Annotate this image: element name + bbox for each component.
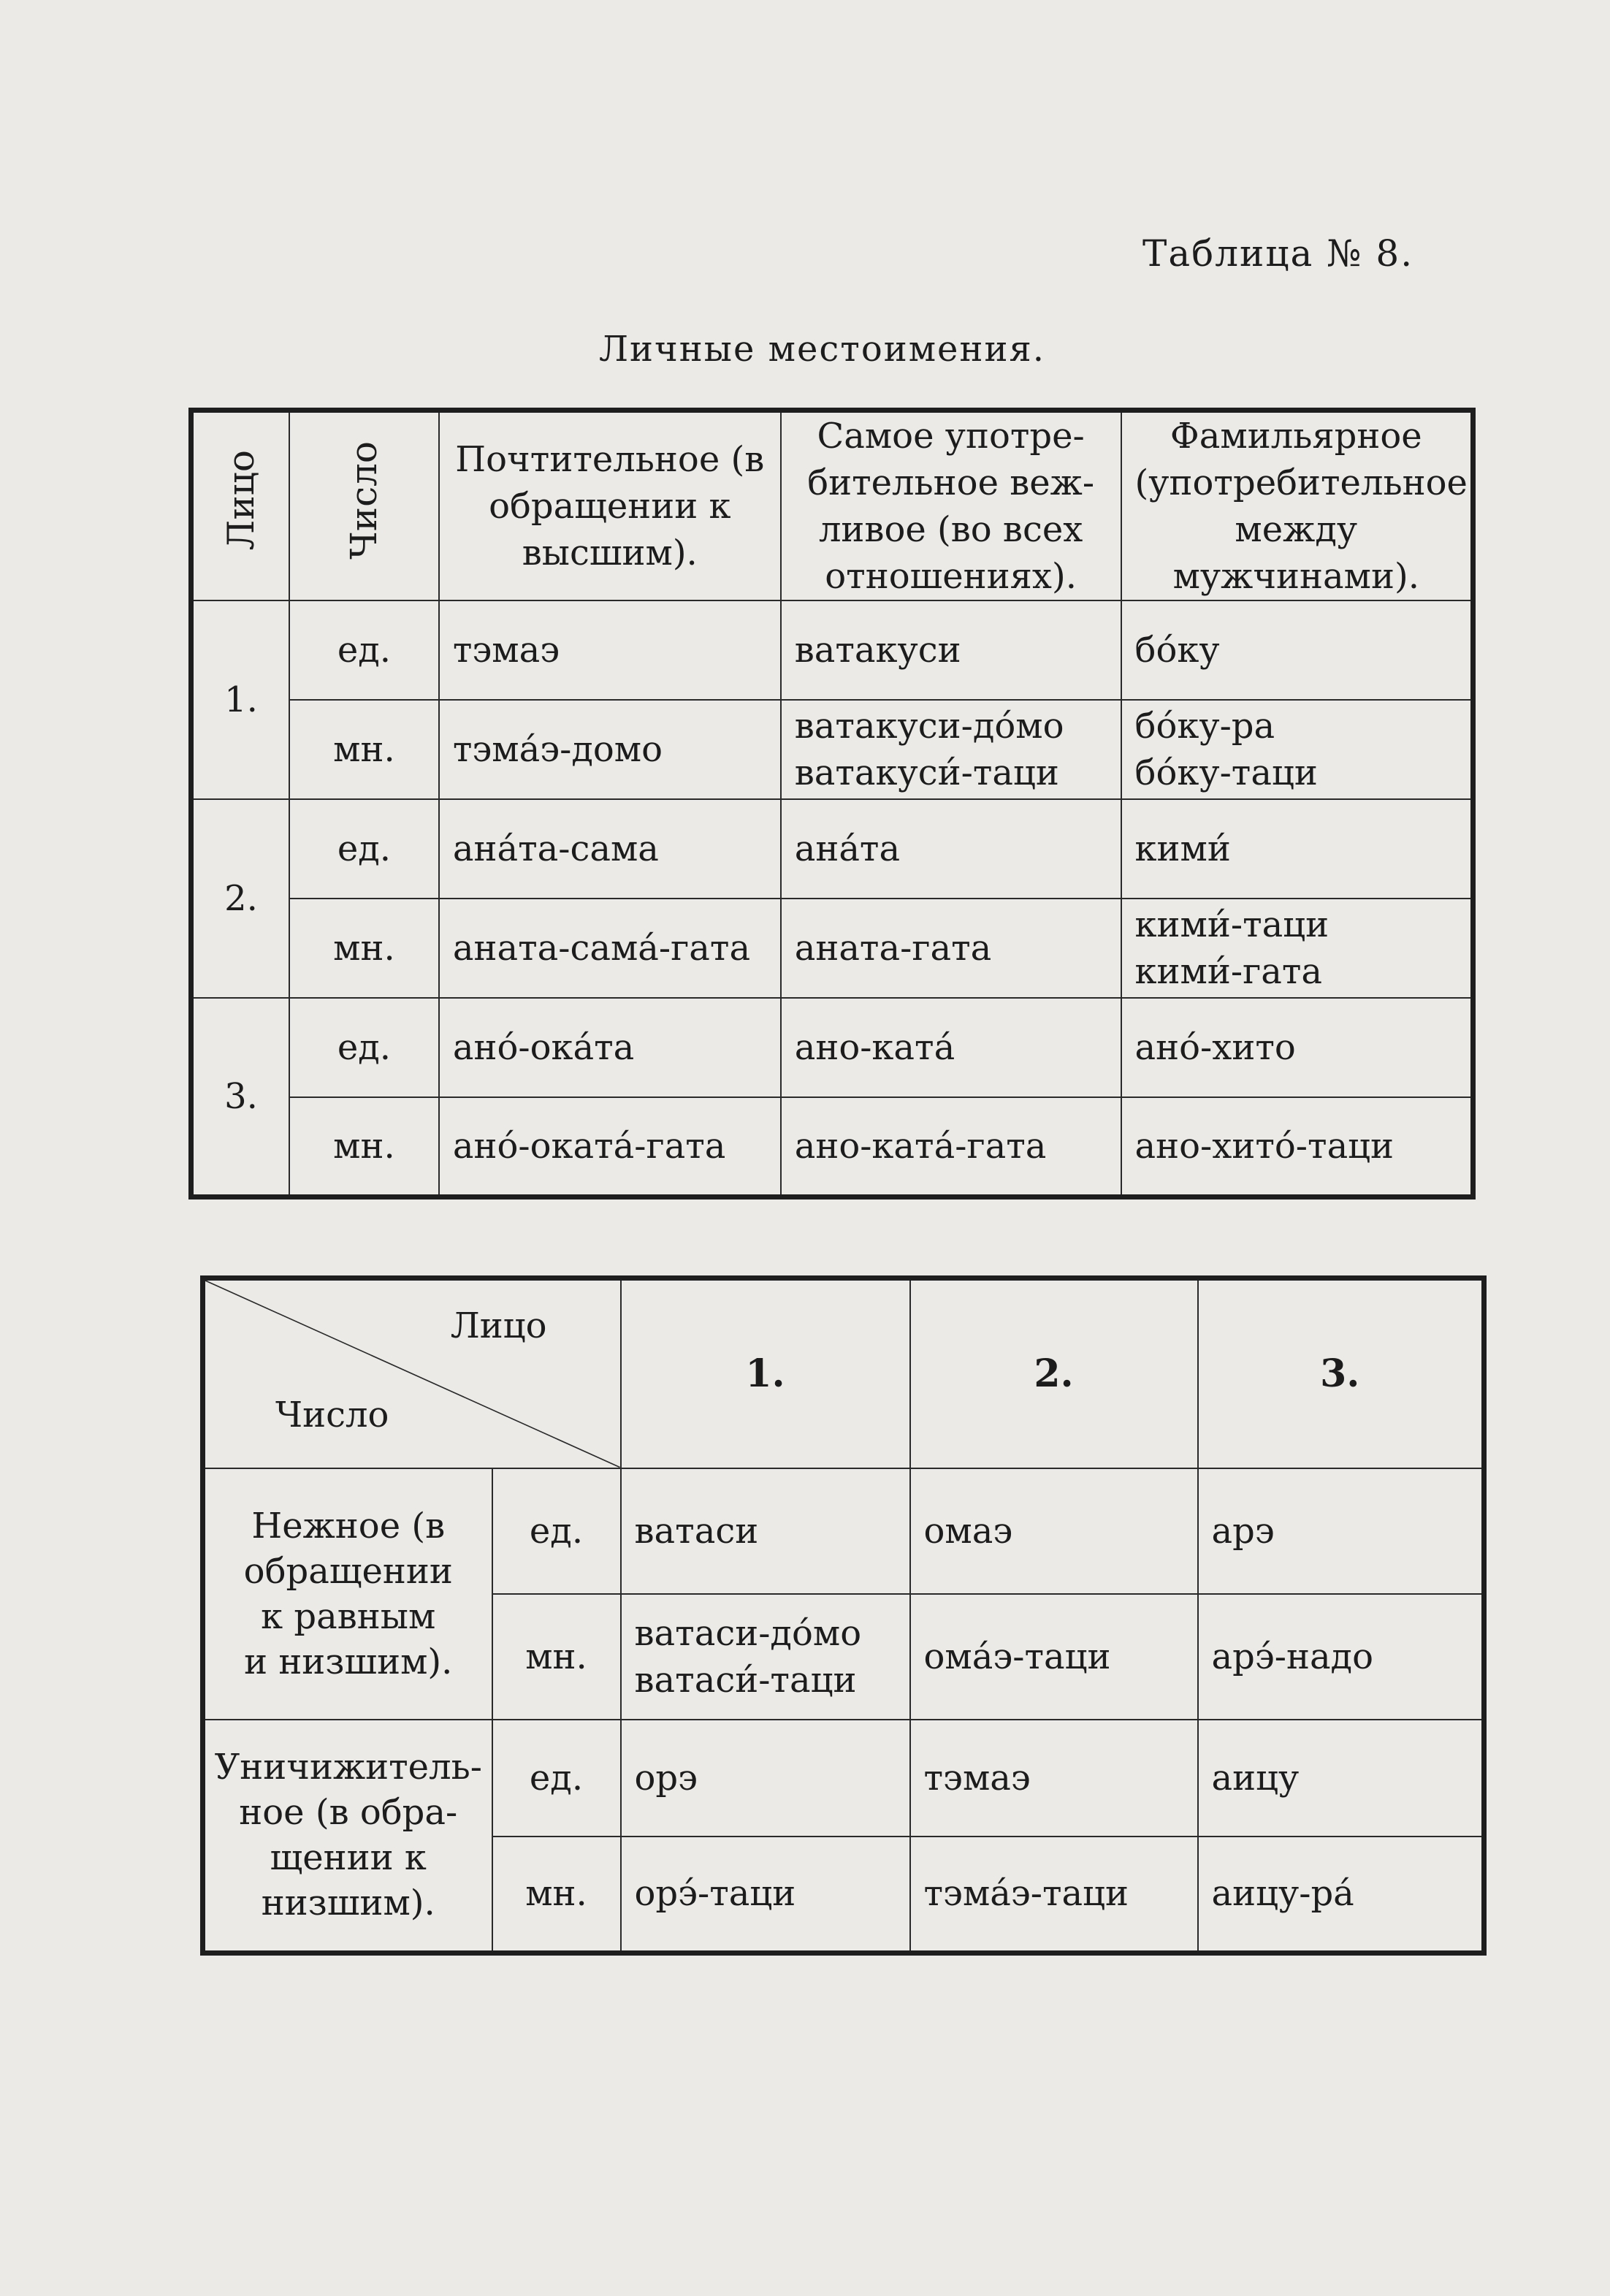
person-cell: 1. [191,600,290,799]
pronoun-cell: ано́-ока́та [439,998,781,1097]
number-cell: мн. [289,899,439,998]
pronoun-cell: ома́э-таци [910,1594,1198,1720]
pronoun-cell: ано-хито́-таци [1121,1097,1473,1197]
header-respectful: Почтительное (в обращении к высшим). [439,411,781,601]
table-row [203,1468,1484,1594]
pronoun-cell: аицу [1198,1720,1484,1837]
person-cell: 2. [191,799,290,998]
person-cell: 3. [191,998,290,1197]
pronoun-cell: орэ́-таци [621,1837,910,1953]
pronoun-cell: ватаси [621,1468,910,1594]
pronoun-cell: ано-ката́ [781,998,1121,1097]
header-polite: Самое употре- бительное веж- ливое (во всех отношениях). [781,411,1121,601]
table-title: Личные местоимения. [599,329,1045,370]
pronoun-cell: кими́-таци кими́-гата [1121,899,1473,998]
table-row [191,700,1473,799]
number-cell: ед. [289,799,439,899]
table-row [203,1720,1484,1837]
table1-header-row [191,411,1473,601]
pronoun-cell: ано-ката́-гата [781,1097,1121,1197]
number-cell: мн. [492,1837,621,1953]
header-person-2: 2. [910,1278,1198,1468]
pronoun-cell: аната-гата [781,899,1121,998]
table2-header-row [203,1278,1484,1468]
pronoun-cell: ана́та [781,799,1121,899]
pronoun-cell: ано́-оката́-гата [439,1097,781,1197]
pronoun-cell: аицу-ра́ [1198,1837,1484,1953]
pronoun-cell: тэмаэ [439,600,781,700]
number-cell: ед. [289,600,439,700]
pronoun-cell: аната-сама́-гата [439,899,781,998]
pronoun-cell: орэ [621,1720,910,1837]
pronoun-cell: ватаси-до́мо ватаси́-таци [621,1594,910,1720]
table-row [191,899,1473,998]
header-familiar: Фамильярное (употребительное между мужчинами). [1121,411,1473,601]
category-cell: Нежное (в обращении к равным и низшим). [203,1468,492,1720]
pronoun-forms-table [200,1275,1487,1956]
pronoun-cell: арэ [1198,1468,1484,1594]
number-cell: ед. [289,998,439,1097]
header-person-3: 3. [1198,1278,1484,1468]
number-cell: мн. [289,700,439,799]
header-person: Лицо [450,1305,547,1346]
pronoun-cell: бо́ку [1121,600,1473,700]
diagonal-line [205,1281,620,1468]
pronoun-cell: кими́ [1121,799,1473,899]
number-cell: ед. [492,1468,621,1594]
pronoun-cell: ватакуси [781,600,1121,700]
diagonal-header-cell [203,1278,621,1468]
pronoun-cell: арэ́-надо [1198,1594,1484,1720]
header-person-1: 1. [621,1278,910,1468]
pronoun-cell: тэмаэ [910,1720,1198,1837]
header-number: Число [289,411,439,601]
number-cell: мн. [492,1594,621,1720]
table-row [191,600,1473,700]
pronoun-cell: тэма́э-таци [910,1837,1198,1953]
table-number-label: Таблица № 8. [1142,232,1414,275]
table-row [191,1097,1473,1197]
pronoun-cell: ана́та-сама [439,799,781,899]
pronoun-cell: ватакуси-до́мо ватакуси́-таци [781,700,1121,799]
pronoun-cell: тэма́э-домо [439,700,781,799]
category-cell: Уничижитель- ное (в обра- щении к низшим). [203,1720,492,1953]
table-row [191,799,1473,899]
pronoun-cell: омаэ [910,1468,1198,1594]
header-person: Лицо [191,411,290,601]
personal-pronouns-table [188,408,1476,1200]
pronoun-cell: ано́-хито [1121,998,1473,1097]
pronoun-cell: бо́ку-ра бо́ку-таци [1121,700,1473,799]
number-cell: мн. [289,1097,439,1197]
table-row [191,998,1473,1097]
header-number: Число [275,1394,389,1435]
number-cell: ед. [492,1720,621,1837]
